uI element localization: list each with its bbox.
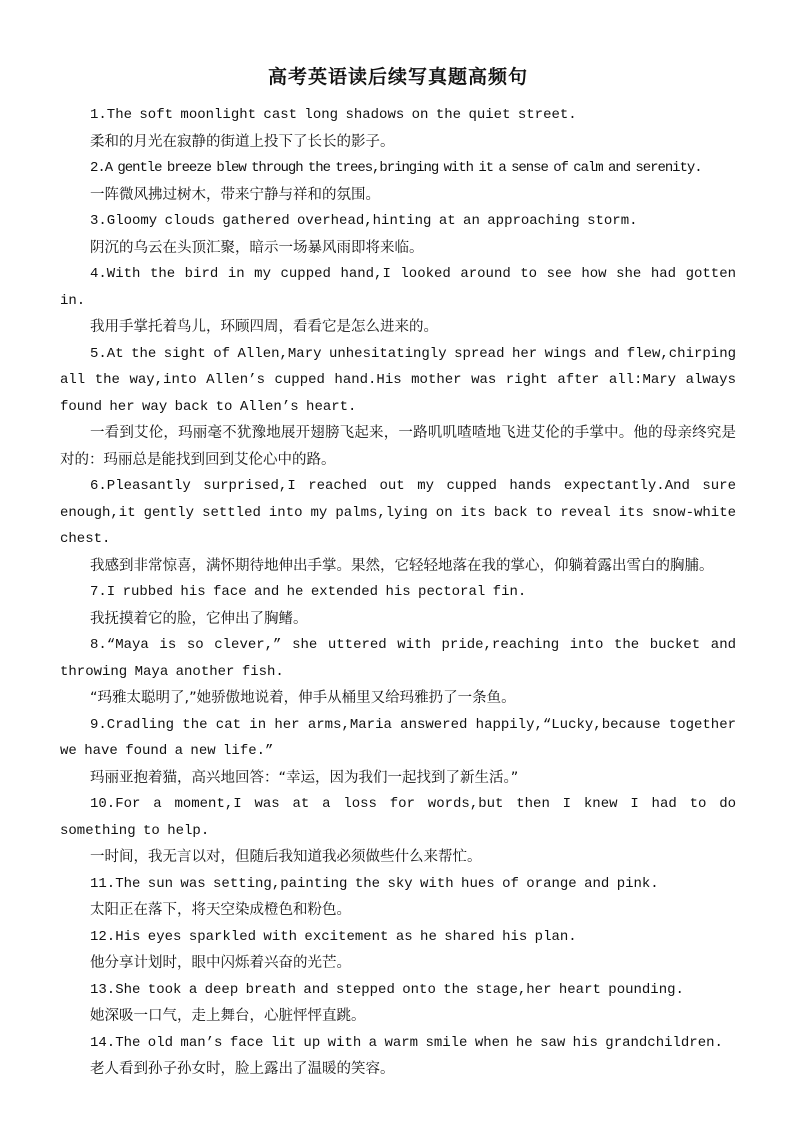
sentence-item-10 bbox=[60, 791, 736, 871]
chinese-translation: 柔和的月光在寂静的街道上投下了长长的影子。 bbox=[90, 133, 395, 150]
chinese-translation: 一阵微风拂过树木，带来宁静与祥和的氛围。 bbox=[90, 186, 380, 203]
sentence-item-8 bbox=[60, 632, 736, 712]
english-sentence: 14.The old man’s face lit up with a warm smile when he saw his grandchildren. bbox=[90, 1034, 723, 1051]
chinese-translation: 他分享计划时，眼中闪烁着兴奋的光芒。 bbox=[90, 955, 351, 971]
chinese-translation: 玛丽亚抱着猫，高兴地回答：“幸运，因为我们一起找到了新生活。” bbox=[90, 769, 519, 786]
english-sentence: 10.For a moment,I was at a loss for words,but then I knew I had to do something to help. bbox=[60, 796, 736, 839]
sentence-item-3 bbox=[60, 208, 736, 261]
english-sentence: 3.Gloomy clouds gathered overhead,hinting at an approaching storm. bbox=[90, 213, 638, 229]
sentence-item-7 bbox=[60, 579, 736, 632]
sentence-item-1 bbox=[60, 102, 736, 155]
english-sentence: 4.With the bird in my cupped hand,I looked around to see how she had gotten in. bbox=[60, 266, 736, 309]
english-sentence: 1.The soft moonlight cast long shadows on the quiet street. bbox=[90, 107, 577, 123]
chinese-translation: 一看到艾伦，玛丽毫不犹豫地展开翅膀飞起来，一路叽叽喳喳地飞进艾伦的手掌中。他的母亲终究是对的：玛丽总是能找到回到艾伦心中的路。 bbox=[60, 425, 736, 468]
chinese-translation: “玛雅太聪明了,”她骄傲地说着，伸手从桶里又给玛雅扔了一条鱼。 bbox=[90, 690, 516, 706]
english-sentence: 9.Cradling the cat in her arms,Maria answered happily,“Lucky,because together we have found a new life.” bbox=[60, 716, 736, 759]
chinese-translation: 她深吸一口气，走上舞台，心脏怦怦直跳。 bbox=[90, 1008, 366, 1024]
page-title: 高考英语读后续写真题高频句 bbox=[267, 66, 528, 88]
sentence-item-12 bbox=[60, 924, 736, 977]
sentence-item-14 bbox=[60, 1030, 736, 1083]
english-sentence: 8.“Maya is so clever,” she uttered with pride,reaching into the bucket and throwing Maya another fish. bbox=[60, 637, 736, 680]
chinese-translation: 我抚摸着它的脸，它伸出了胸鳍。 bbox=[90, 610, 308, 627]
english-sentence: 12.His eyes sparkled with excitement as he shared his plan. bbox=[90, 928, 577, 945]
chinese-translation: 老人看到孙子孙女时，脸上露出了温暖的笑容。 bbox=[90, 1061, 395, 1077]
sentence-item-13 bbox=[60, 977, 736, 1030]
sentence-item-5 bbox=[60, 341, 736, 474]
english-sentence: 6.Pleasantly surprised,I reached out my cupped hands expectantly.And sure enough,it gently settled into my palms,lying on its back to reveal its snow-white chest. bbox=[60, 478, 736, 547]
english-sentence: 2.A gentle breeze blew through the trees,bringing with it a sense of calm and serenity. bbox=[90, 160, 702, 176]
sentence-item-11 bbox=[60, 871, 736, 924]
english-sentence: 11.The sun was setting,painting the sky with hues of orange and pink. bbox=[90, 875, 659, 892]
sentence-item-9 bbox=[60, 712, 736, 792]
sentence-item-6 bbox=[60, 473, 736, 579]
sentence-item-4 bbox=[60, 261, 736, 341]
chinese-translation: 太阳正在落下，将天空染成橙色和粉色。 bbox=[90, 902, 351, 918]
english-sentence: 5.At the sight of Allen,Mary unhesitatingly spread her wings and flew,chirping all the way,into Allen’s cupped hand.His mother was right after all:Mary always found her way back to Allen’s heart. bbox=[60, 345, 736, 415]
chinese-translation: 一时间，我无言以对，但随后我知道我必须做些什么来帮忙。 bbox=[90, 849, 482, 865]
chinese-translation: 我用手掌托着鸟儿，环顾四周，看看它是怎么进来的。 bbox=[90, 319, 438, 335]
english-sentence: 13.She took a deep breath and stepped onto the stage,her heart pounding. bbox=[90, 981, 684, 998]
chinese-translation: 阴沉的乌云在头顶汇聚，暗示一场暴风雨即将来临。 bbox=[90, 239, 424, 256]
english-sentence: 7.I rubbed his face and he extended his pectoral fin. bbox=[90, 584, 527, 600]
sentence-item-2 bbox=[60, 155, 736, 208]
chinese-translation: 我感到非常惊喜，满怀期待地伸出手掌。果然，它轻轻地落在我的掌心，仰躺着露出雪白的胸脯。 bbox=[90, 557, 714, 574]
